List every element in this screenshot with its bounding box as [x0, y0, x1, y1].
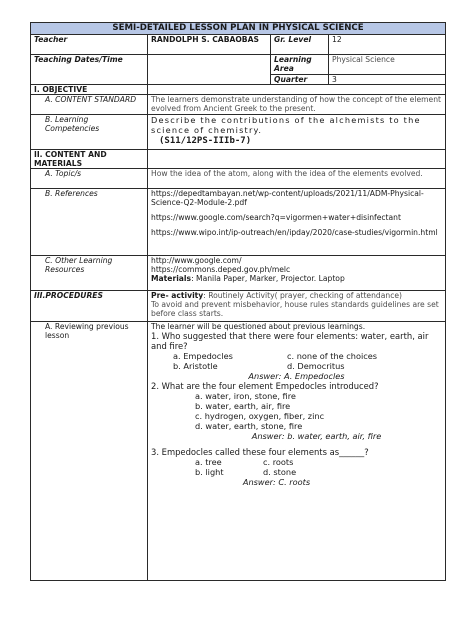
- other-resources-label: C. Other Learning Resources: [31, 256, 148, 291]
- question-2: 2. What are the four element Empedocles introduced?: [151, 381, 379, 391]
- lesson-plan-page: [30, 22, 445, 581]
- objective-heading: I. OBJECTIVE: [31, 85, 148, 95]
- q1-choice-d: d. Democritus: [287, 361, 345, 371]
- q1-choice-c: c. none of the choices: [287, 351, 378, 361]
- objective-heading-spacer: [148, 85, 446, 95]
- review-intro: The learner will be questioned about previous learnings.: [151, 322, 366, 331]
- procedures-heading: III.PROCEDURES: [31, 291, 148, 322]
- grade-label: Gr. Level: [271, 35, 329, 55]
- question-2-answer: Answer: b. water, earth, air, fire: [251, 431, 382, 441]
- content-standard-value: The learners demonstrate understanding of how the concept of the element evolved from Ancient Greek to the present.: [148, 95, 446, 115]
- question-3-choices: [151, 457, 442, 477]
- document-title: SEMI-DETAILED LESSON PLAN IN PHYSICAL SCIENCE: [31, 23, 446, 35]
- other-resources-row: [31, 256, 446, 291]
- area-label: Learning Area: [271, 55, 329, 75]
- question-1-choices: [151, 351, 442, 371]
- q3-choice-c: c. roots: [263, 457, 294, 467]
- area-value: Physical Science: [329, 55, 446, 75]
- other-link-1[interactable]: http://www.google.com/: [151, 256, 242, 265]
- competency-label: B. Learning Competencies: [31, 115, 148, 150]
- topic-value: How the idea of the atom, along with the idea of the elements evolved.: [148, 169, 446, 189]
- pre-activity-cell: [148, 291, 446, 322]
- q2-option-d: d. water, earth, stone, fire: [195, 421, 303, 431]
- teacher-value: RANDOLPH S. CABAOBAS: [148, 35, 271, 55]
- content-standard-label: A. CONTENT STANDARD: [31, 95, 148, 115]
- other-resources-cell: [148, 256, 446, 291]
- q1-choice-a: a. Empedocles: [173, 351, 233, 361]
- competency-row: [31, 115, 446, 150]
- teacher-label: Teacher: [31, 35, 148, 55]
- question-1: 1. Who suggested that there were four elements: water, earth, air and fire?: [151, 331, 429, 351]
- teaching-row: [31, 55, 446, 75]
- teaching-value: [148, 55, 271, 85]
- q3-choice-a: a. tree: [195, 457, 222, 467]
- other-link-2[interactable]: https://commons.deped.gov.ph/melc: [151, 265, 291, 274]
- question-1-answer: Answer: A. Empedocles: [248, 371, 345, 381]
- materials-value: : Manila Paper, Marker, Projector. Laptop: [191, 274, 345, 283]
- content-heading-spacer: [148, 150, 446, 169]
- q1-choice-b: b. Aristotle: [173, 361, 218, 371]
- q2-option-b: b. water, earth, air, fire: [195, 401, 291, 411]
- q3-choice-d: d. stone: [263, 467, 297, 477]
- q2-option-c: c. hydrogen, oxygen, fiber, zinc: [195, 411, 325, 421]
- quarter-label: Quarter: [271, 75, 329, 85]
- references-label: B. References: [31, 189, 148, 256]
- content-heading-row: [31, 150, 446, 169]
- question-3: 3. Empedocles called these four elements as______?: [151, 447, 369, 457]
- q3-choice-b: b. light: [195, 467, 224, 477]
- competency-code: (S11/12PS-IIIb-7): [159, 136, 252, 146]
- grade-value: 12: [329, 35, 446, 55]
- procedures-row: [31, 291, 446, 322]
- topic-label: A. Topic/s: [31, 169, 148, 189]
- content-standard-row: [31, 95, 446, 115]
- teacher-row: [31, 35, 446, 55]
- quarter-value: 3: [329, 75, 446, 85]
- review-label: A. Reviewing previous lesson: [31, 322, 148, 581]
- competency-value: Describe the contributions of the alchemists to the science of chemistry.: [151, 115, 421, 135]
- pre-activity-label: Pre- activity: [151, 291, 204, 300]
- reference-link-1[interactable]: https://depedtambayan.net/wp-content/uploads/2021/11/ADM-Physical-Science-Q2-Module-2.pdf: [151, 189, 424, 207]
- lesson-plan-table: [30, 22, 446, 581]
- topic-row: [31, 169, 446, 189]
- question-3-answer: Answer: C. roots: [242, 477, 311, 487]
- review-cell: [148, 322, 446, 581]
- pre-activity-note: To avoid and prevent misbehavior, house rules standards guidelines are set before class starts.: [151, 300, 439, 318]
- review-row: [31, 322, 446, 581]
- title-row: [31, 23, 446, 35]
- competency-cell: [148, 115, 446, 150]
- q2-option-a: a. water, iron, stone, fire: [195, 391, 296, 401]
- materials-label: Materials: [151, 274, 192, 283]
- reference-link-2[interactable]: https://www.google.com/search?q=vigormen+water+disinfectant: [151, 213, 401, 222]
- references-row: [31, 189, 446, 256]
- references-cell: [148, 189, 446, 256]
- pre-activity-value: : Routinely Activity( prayer, checking of attendance): [203, 291, 403, 300]
- reference-link-3[interactable]: https://www.wipo.int/ip-outreach/en/ipday/2020/case-studies/vigormin.html: [151, 228, 438, 237]
- objective-heading-row: [31, 85, 446, 95]
- teaching-label: Teaching Dates/Time: [31, 55, 148, 85]
- content-heading: II. CONTENT AND MATERIALS: [31, 150, 148, 169]
